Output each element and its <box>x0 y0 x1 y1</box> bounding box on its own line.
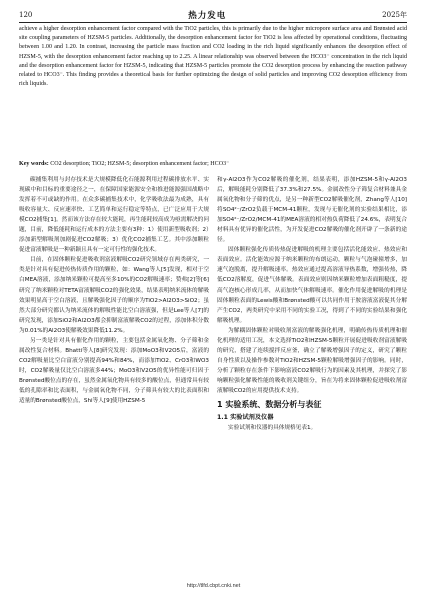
page-header <box>19 8 407 22</box>
right-column <box>217 175 407 580</box>
section-title: 1 实验系统、数据分析与表征 <box>217 400 322 410</box>
paragraph: 目前，在固体颗粒促进吸收剂富液解吸CO2研究领域存在两类研究，一类是针对具有促进传热传质作用的颗粒，如：Wang等人[5]发现，相对于空白MEA溶液，添加纳米颗粒可提高至多10%的CO2解吸速率；赞弗[2]等[6]研究了纳米颗粒对TETA富液解吸CO2的强化效果，结果表明纳米流体的解吸效果明显高于空白溶液，且解吸强化因子的顺序为TiO2>Al2O3>SiO2；虽然大部分研究都认为纳米流体的解吸性能比空白溶液强，但是Lee等人[7]的研究发现，添加SiO2和Al2O3都会抑制富液解吸CO2的过程，添加体积分数为0.01%的Al2O3使解吸效果降低11.2%。 <box>19 257 209 334</box>
english-abstract: achieve a higher desorption enhancement factor compared with the TiO2 particles, this is primarily due to the higher micropore surface area and Brønsted acid site coupling parameters of HZSM-5 particles. Additionally, the desorption enhancement factor for TiO2 is less affected by operational conditions, fluctuating between 1.00 and 1.20. In contrast, increasing the particle mass fraction and CO2 loading in the rich liquid significantly enhances the desorption effect of HZSM-5, with the desorption enhancement factor reaching up to 2.25. A linear relationship was observed between the HCO3⁻ concentration in the rich liquid and the desorption enhancement factor for HZSM-5, indicating that HZSM-5 particles promote the CO2 desorption process by enhancing the reaction pathway related to HCO3⁻. This finding provides a theoretical basis for further optimizing the design of solid particles and improving CO2 desorption efficiency from rich liquids. <box>19 26 407 88</box>
journal-year: 2025年 <box>382 11 407 19</box>
left-column <box>19 175 209 580</box>
subsection-title: 1.1 实验试剂及仪器 <box>217 414 274 422</box>
page-number: 120 <box>19 11 33 19</box>
journal-title: 热力发电 <box>188 11 227 21</box>
header-rule <box>19 22 407 23</box>
paragraph: 为解耦固体颗粒对吸收剂富液的解吸强化机理，明确传热传质机理和催化机理的适用工况，本文选择TiO2和HZSM-5颗粒开展促进吸收剂富液解吸的研究，搭建了连续搅拌反应釜，确立了解吸增强因子的定义，研究了颗粒自身性质以及操作参数对TiO2和HZSM-5颗粒解吸增强因子的影响。同时，分析了颗粒存在条件下影响富液CO2解吸行为的因素及其机理，并探究了影响颗粒强化解吸性能的吸收剂关键组分，旨在为将来固体颗粒促进吸收剂富液解吸CO2的应用提供技术支持。 <box>217 327 407 394</box>
paragraph: 另一类是针对具有催化作用的颗粒，主要包括金属氧化物、分子筛和金属改性复合材料。Bhatti等人[8]研究发现：添加MoO3和V2O5后，富液的CO2解吸量比空白富液分别提高94%和84%，而添加TiO2、CrO3和WO3时，CO2解吸量仅比空白溶液多44%；MoO3和V2O5的优异性能可归因于Brønsted酸位点的存在，虽然金属氧化物具有较多的酸位点，但通常具有较低的孔隙率和比表面积，与金属氧化物不同，分子筛具有较大的比表面积和适量的Brønsted酸位点，Shi等人[9]使用HZSM-5 <box>19 337 209 405</box>
keywords-text: CO2 desorption; TiO2; HZSM-5; desorption enhancement factor; HCO3⁻ <box>50 161 230 167</box>
paragraph: 固体颗粒强化传质传热促进解吸的机理主要包括活化能效应、热效应和表面效应。活化能效应源于纳米颗粒的布朗运动，颗粒与气泡碰撞增多，加速气泡脱离，提升解吸速率。热效应通过提高溶液导热系数，增强传热，降低CO2溶解度，促进气体解吸。表面效应则因纳米颗粒增加表面粗糙度，提高气泡核心形成几率，从而加快气体解吸速率。催化作用促进解吸的机理是固体颗粒表面的Lewis酸和Brønsted酸可以共同作用于胺溶液富液促其分解产生CO2，两类研究中采用不同的实验工况，得到了不同的实验结果和强化解吸机理。 <box>217 247 407 324</box>
body-columns <box>19 175 407 580</box>
paragraph: 和γ-Al2O3作为CO2解吸的催化剂，结果表明，添加HZSM-5和γ-Al2O3后，解吸能耗分别降低了37.3%和27.5%。金属改性分子筛复合材料兼具金属氧化物和分子筛的优点，是另一种新型CO2解吸催化剂，Zhang等人[10]将SO4²⁻/ZrO2负载于MCM-41颗粒，发现与无催化剂的实验结果相比，添加SO4²⁻/ZrO2/MCM-41的MEA溶液的相对热负荷降低了24.6%，表明复合材料具有优异的催化活性，为开发促进CO2解吸的催化剂开辟了一条新的途径。 <box>217 177 407 244</box>
paragraph: 碳捕集利用与封存技术是大规模降低化石能源利用过程碳排放水平、实现碳中和目标的重要途径之一，在保障国家能源安全和推进能源强国战略中发挥着不可或缺的作用。在众多碳捕集技术中，化学吸收法最为成熟，具有吸收容量大、反应速率快、工艺简单和运行稳定等特点，已广泛应用于大规模CO2捕集[1]。然而该方法存在较大能耗，再生能耗较高成为亟需解决的问题，目前，降低能耗和运行成本的方法主要有3种：1）使用新型吸收剂；2）添加新型解吸剂加剧促进CO2解吸；3）优化CO2捕集工艺。其中添加颗粒促进富液解吸是一种新颖且具有一定可行性的强化技术。 <box>19 177 209 254</box>
paragraph: 实验试剂和仪器的具体规格见表1。 <box>228 425 317 432</box>
keywords <box>19 160 407 169</box>
footer-url: http://tlfd.cbpt.cnki.net <box>186 583 241 589</box>
keywords-label: Key words: <box>19 161 49 167</box>
